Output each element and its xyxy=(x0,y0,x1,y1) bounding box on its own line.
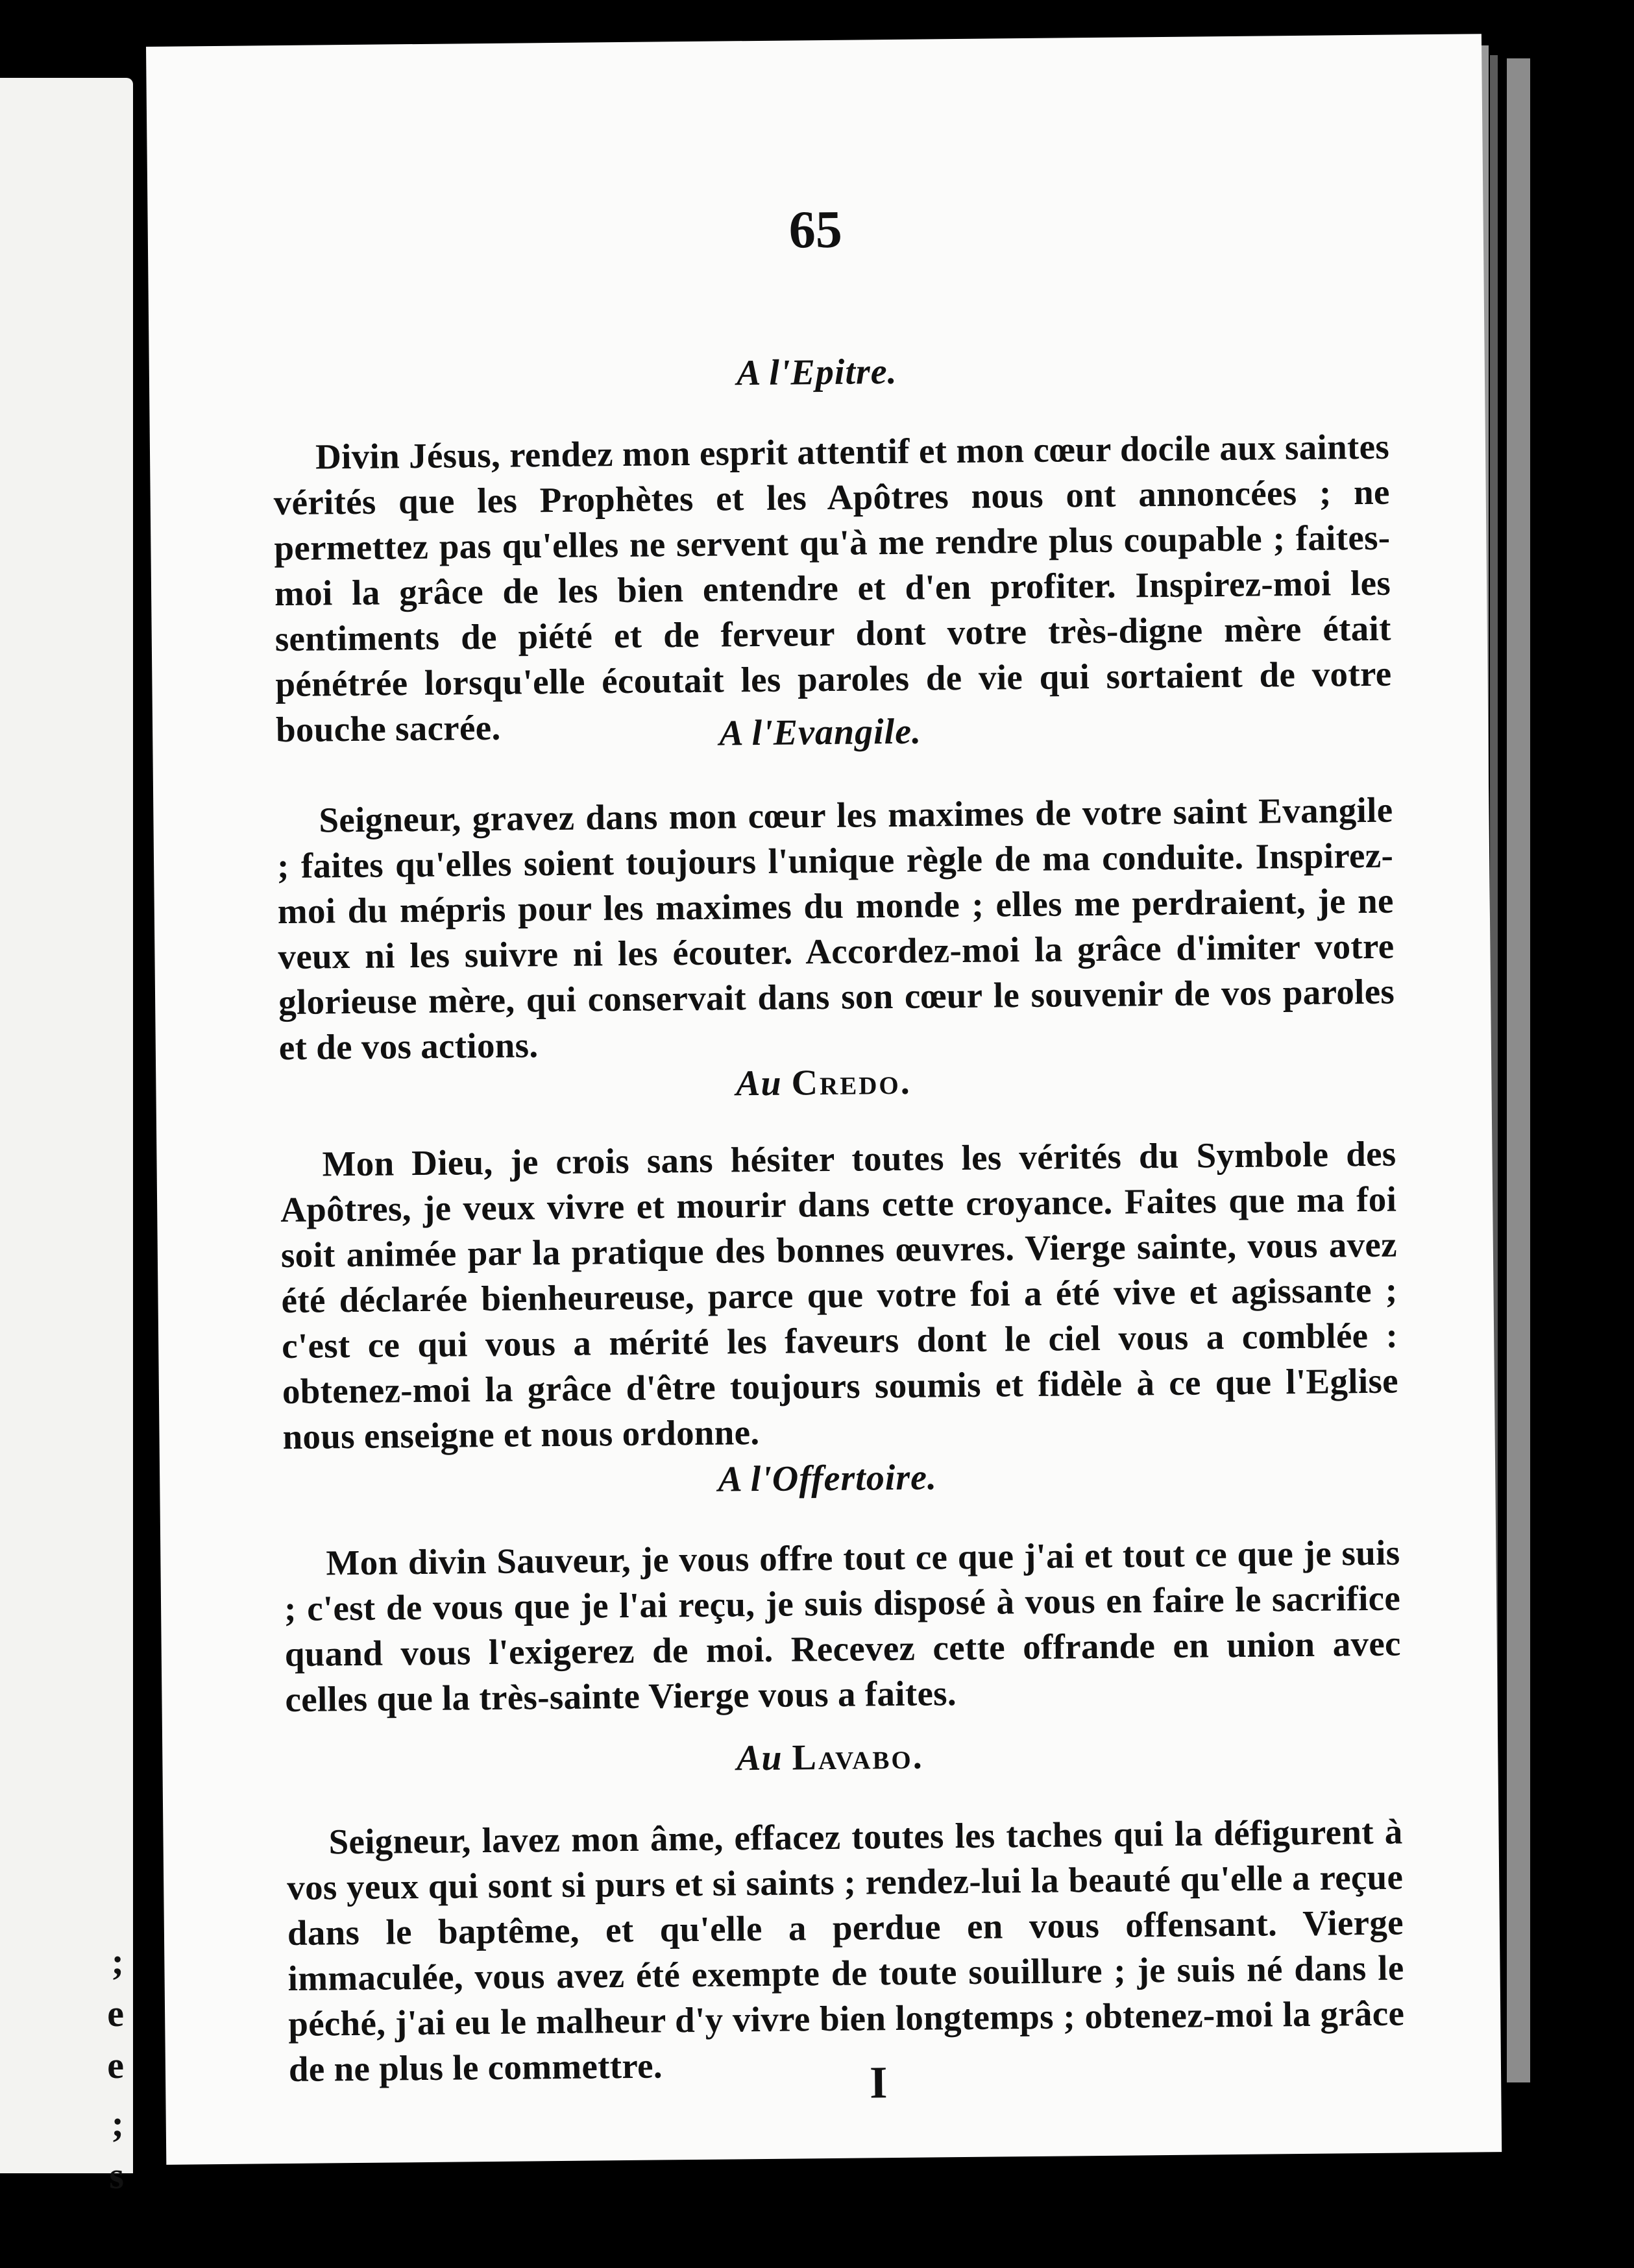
page-number: 65 xyxy=(788,199,843,259)
heading-small-caps: Credo. xyxy=(791,1061,912,1104)
previous-page-letter: e xyxy=(107,2044,124,2086)
heading-prefix: Au xyxy=(736,1737,783,1779)
section-heading-offertoire: A l'Offertoire. xyxy=(718,1457,938,1500)
section-text-evangile: Seigneur, gravez dans mon cœur les maximes de votre saint Evangile ; faites qu'elles soient toujours l'unique règle de ma conduite. Inspirez-moi du mépris pour les maximes du monde ; elles me perdraient, je ne veux ni les suivre ni les écouter. Accordez-moi la grâce d'imiter votre glorieuse mère, qui conservait dans son cœur le souvenir de vos paroles et de vos actions. xyxy=(276,790,1395,1068)
previous-page-edge xyxy=(0,78,133,2197)
section-heading-evangile: A l'Evangile. xyxy=(719,711,922,754)
heading-prefix: Au xyxy=(735,1063,782,1104)
book-page xyxy=(146,34,1502,2165)
previous-page-letter: s xyxy=(109,2154,124,2197)
previous-page-letter: ; xyxy=(111,1940,124,1983)
section-text-credo: Mon Dieu, je crois sans hésiter toutes les vérités du Symbole des Apôtres, je veux vivre et mourir dans cette croyance. Faites que ma foi soit animée par la pratique des bonnes œuvres. Vierge sainte, vous avez été déclarée bienheureuse, parce que votre foi a été vive et agissante ; c'est ce qui vous a mérité les faveurs dont le ciel vous a comblée : obtenez-moi la grâce d'être toujours soumis et fidèle à ce que l'Eglise nous enseigne et nous ordonne. xyxy=(280,1133,1399,1457)
previous-page-letter: ; xyxy=(111,2103,124,2145)
previous-page-letter: e xyxy=(107,1992,124,2034)
section-text-epitre: Divin Jésus, rendez mon esprit attentif et mon cœur docile aux saintes vérités que les Prophètes et les Apôtres nous ont annoncées ; ne permettez pas qu'elles ne servent qu'à me rendre plus coupable ; faites-moi la grâce de les bien entendre et d'en profiter. Inspirez-moi les sentiments de piété et de ferveur dont votre très-digne mère était pénétrée lorsqu'elle écoutait les paroles de vie qui sortaient de votre bouche sacrée. xyxy=(273,426,1392,750)
section-text-lavabo: Seigneur, lavez mon âme, effacez toutes les taches qui la défigurent à vos yeux qui sont si purs et si saints ; rendez-lui la beauté qu'elle a reçue dans le baptême, et qu'elle a perdue en vous offensant. Vierge immaculée, vous avez été exempte de toute souillure ; je suis né dans le péché, j'ai eu le malheur d'y vivre bien longtemps ; obtenez-moi la grâce de ne plus le commettre. xyxy=(286,1811,1405,2090)
heading-small-caps: Lavabo. xyxy=(792,1736,924,1778)
page-edge xyxy=(1507,58,1530,2082)
section-heading-epitre: A l'Epitre. xyxy=(736,351,897,394)
catchword: I xyxy=(869,2058,888,2108)
section-text-offertoire: Mon divin Sauveur, je vous offre tout ce que j'ai et tout ce que je suis ; c'est de vous que je l'ai reçu, je suis disposé à vous en faire le sacrifice quand vous l'exigerez de moi. Recevez cette offrande en union avec celles que la très-sainte Vierge vous a faites. xyxy=(284,1532,1402,1720)
section-heading-lavabo xyxy=(162,1730,1498,1785)
